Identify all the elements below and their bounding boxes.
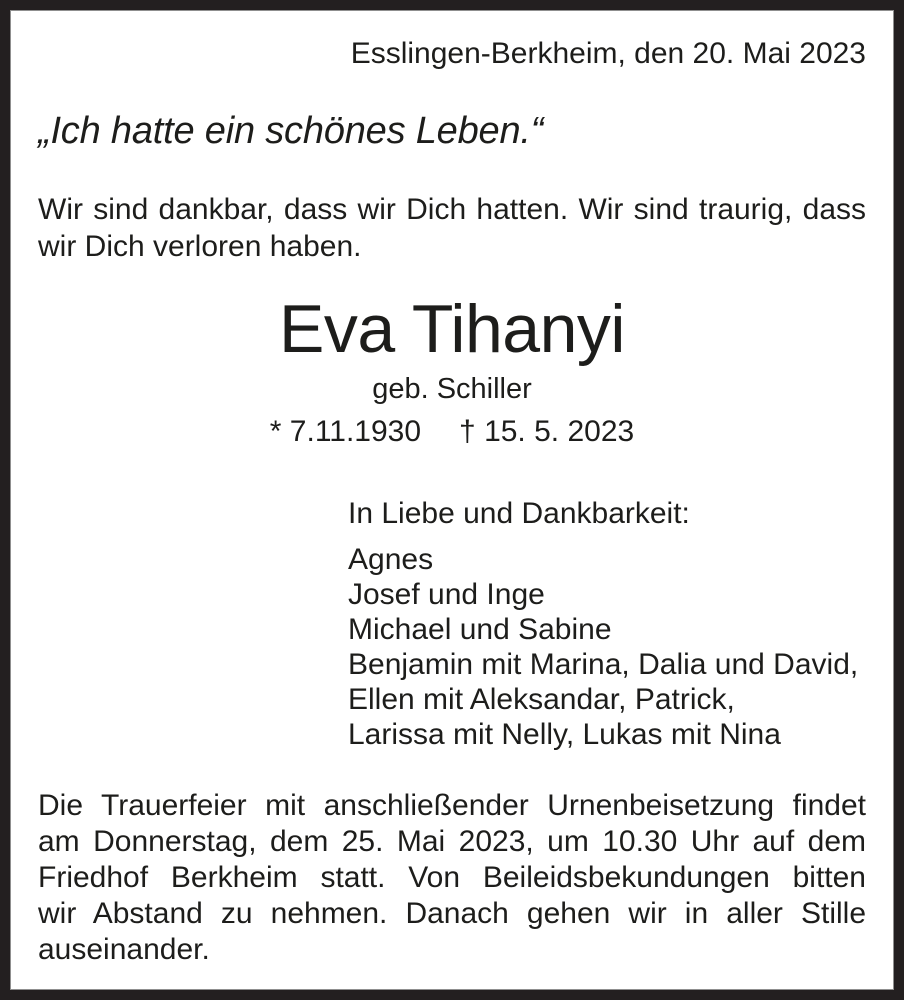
mourner-line: Michael und Sabine	[348, 613, 612, 646]
notice-frame	[10, 10, 894, 990]
notice-content	[11, 11, 893, 989]
mourner-line: Josef und Inge	[348, 578, 545, 611]
mourner-line: Agnes	[348, 543, 434, 576]
epigraph-quote: „Ich hatte ein schönes Leben.“	[38, 110, 544, 152]
mourner-line: Larissa mit Nelly, Lukas mit Nina	[348, 718, 781, 751]
dateline: Esslingen-Berkheim, den 20. Mai 2023	[350, 37, 866, 70]
mourner-line: Benjamin mit Marina, Dalia und David,	[348, 648, 859, 681]
intro-line: wir Dich verloren haben.	[38, 230, 362, 263]
deceased-name: Eva Tihanyi	[278, 291, 626, 367]
intro-line: Wir sind dankbar, dass wir Dich hatten. Wir sind traurig, dass	[38, 193, 866, 226]
funeral-line: wir Abstand zu nehmen. Danach gehen wir in aller Stille	[38, 897, 866, 930]
funeral-line: Die Trauerfeier mit anschließender Urnenbeisetzung findet	[38, 789, 866, 822]
funeral-line: am Donnerstag, dem 25. Mai 2023, um 10.30 Uhr auf dem	[38, 825, 866, 858]
mourners-heading: In Liebe und Dankbarkeit:	[348, 497, 690, 530]
mourner-line: Ellen mit Aleksandar, Patrick,	[348, 683, 735, 716]
funeral-paragraph	[38, 788, 866, 968]
mourners-block	[348, 497, 866, 752]
life-dates	[38, 414, 866, 450]
maiden-name: geb. Schiller	[372, 373, 532, 405]
death-date: † 15. 5. 2023	[459, 415, 635, 448]
funeral-line: Friedhof Berkheim statt. Von Beileidsbekundungen bitten	[38, 861, 866, 894]
birth-date: * 7.11.1930	[269, 415, 422, 448]
funeral-line: auseinander.	[38, 933, 210, 966]
intro-paragraph	[38, 191, 866, 265]
mourners-list	[348, 542, 866, 752]
